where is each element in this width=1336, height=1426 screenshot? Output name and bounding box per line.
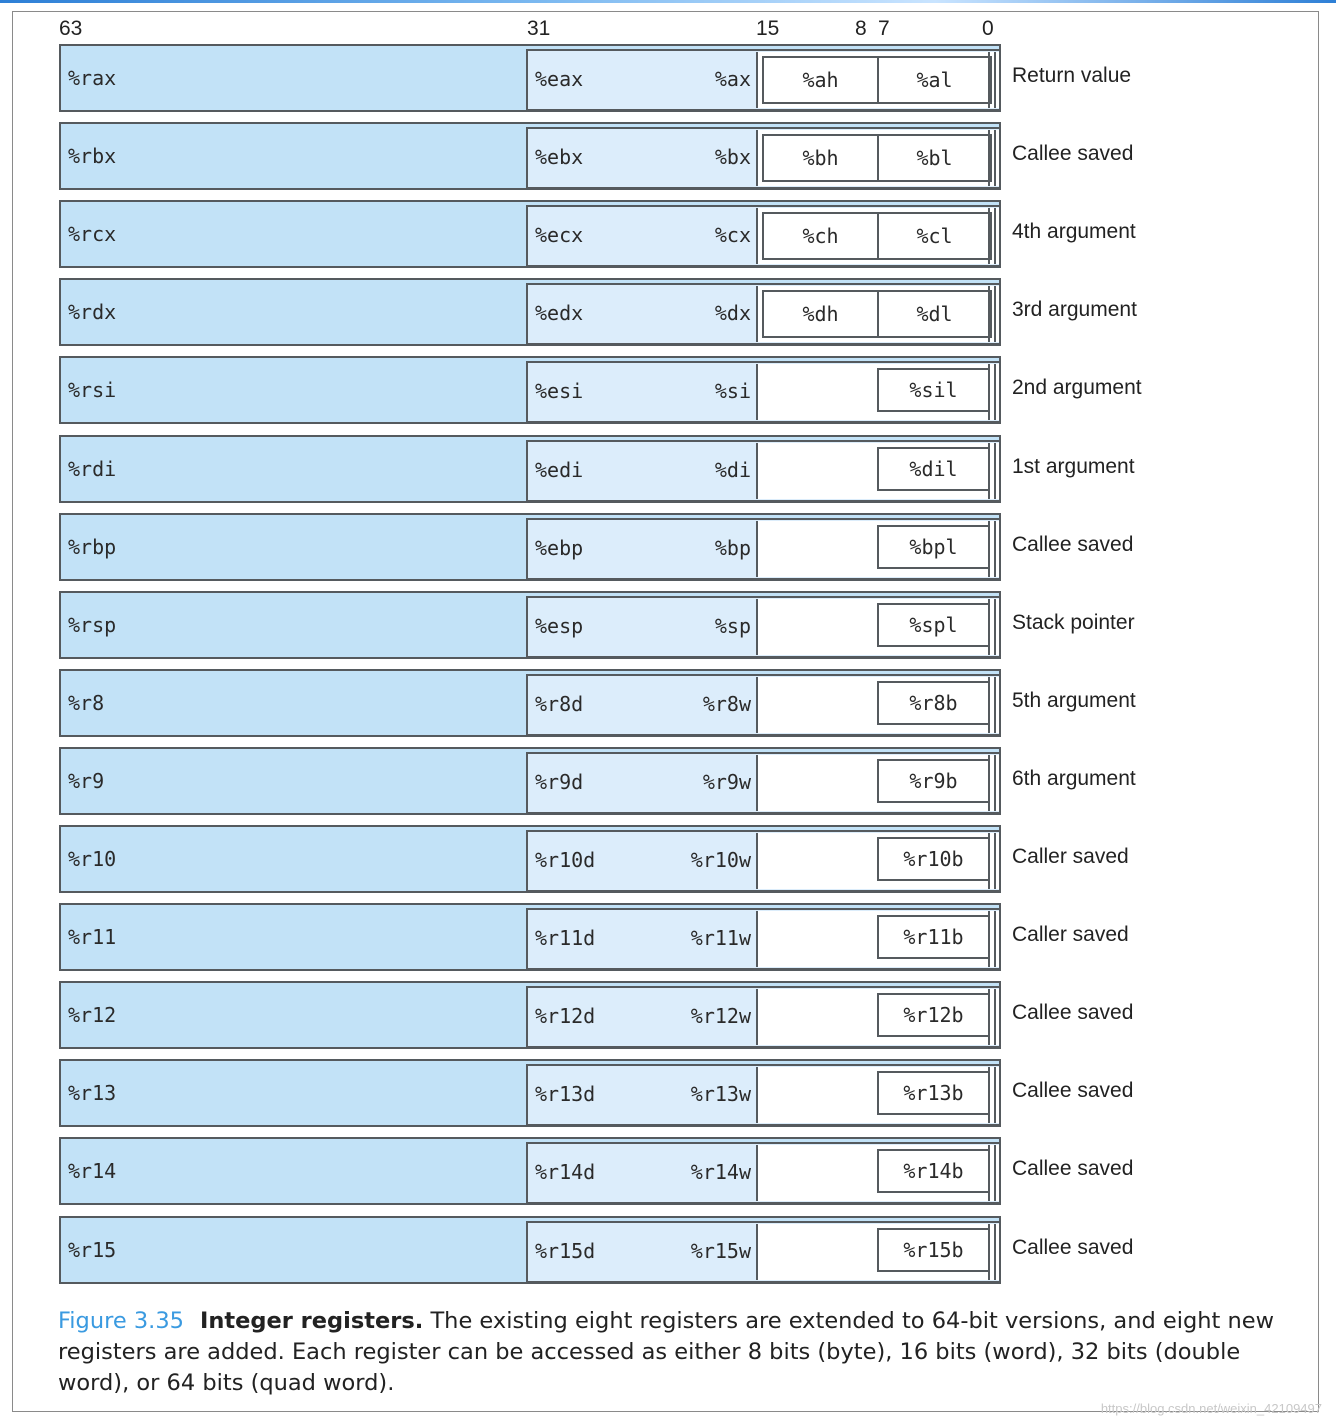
register-usage: Callee saved: [1012, 1236, 1134, 1259]
register-64bit-name: %rsi: [68, 378, 117, 402]
register-8bit-low-name: %r15b: [903, 1238, 964, 1262]
register-16bit-name: %bx: [714, 145, 751, 169]
register-border-lines: [988, 1224, 996, 1280]
register-row: [59, 825, 1001, 893]
register-32bit: [526, 908, 1001, 970]
register-row: [59, 435, 1001, 503]
register-usage: Stack pointer: [1012, 611, 1135, 634]
register-64bit-name: %r15: [68, 1238, 117, 1262]
register-64bit: [59, 1216, 1001, 1284]
register-usage: Callee saved: [1012, 533, 1134, 556]
figure-title: Integer registers.: [199, 1308, 424, 1334]
register-16bit: [756, 443, 999, 499]
register-64bit: [59, 1059, 1001, 1127]
register-border-lines: [988, 833, 996, 889]
register-32bit-name: %esi: [535, 379, 584, 403]
register-32bit-name: %r9d: [535, 770, 584, 794]
register-8bit-low-name: %dl: [916, 302, 953, 326]
register-32bit: [526, 830, 1001, 892]
register-32bit: [526, 283, 1001, 345]
register-64bit: [59, 1137, 1001, 1205]
register-32bit-name: %edi: [535, 458, 584, 482]
register-8bit-high: [764, 214, 879, 258]
watermark-url: https://blog.csdn.net/weixin_42109497: [1100, 1401, 1322, 1416]
register-row: [59, 591, 1001, 659]
register-16bit-name: %sp: [714, 614, 751, 638]
register-64bit-name: %r10: [68, 847, 117, 871]
register-row: [59, 1216, 1001, 1284]
register-usage: Callee saved: [1012, 1157, 1134, 1180]
figure-description: The existing eight registers are extended to 64-bit versions, and eight new registers are added. Each register can be accessed as either 8 bits (byte), 16 bits (word), 32 bits (double word), or 64 bits (quad word).: [58, 1308, 1275, 1396]
register-border-lines: [988, 364, 996, 420]
bit-label-63: 63: [59, 17, 83, 40]
register-usage: 1st argument: [1012, 455, 1135, 478]
register-16bit-name: %ax: [714, 67, 751, 91]
register-row: [59, 669, 1001, 737]
register-32bit-name: %ebp: [535, 536, 584, 560]
register-border-lines: [988, 1067, 996, 1123]
register-32bit: [526, 205, 1001, 267]
register-16bit: [756, 1067, 999, 1123]
register-8bit-low-name: %sil: [909, 378, 958, 402]
register-32bit-name: %ecx: [535, 223, 584, 247]
register-8bit-low-name: %cl: [916, 224, 953, 248]
register-row: [59, 122, 1001, 190]
register-8bit-low-name: %r11b: [903, 925, 964, 949]
register-8bit-high: [764, 136, 879, 180]
register-32bit: [526, 1064, 1001, 1126]
register-usage: Return value: [1012, 64, 1132, 87]
register-border-lines: [988, 989, 996, 1045]
register-8bit-low: [877, 525, 990, 569]
register-64bit-name: %r13: [68, 1081, 117, 1105]
register-16bit-name: %r11w: [690, 926, 751, 950]
register-64bit-name: %r11: [68, 925, 117, 949]
bit-label-7: 7: [878, 17, 890, 40]
register-8bit-low-name: %r8b: [909, 691, 958, 715]
register-8bit-low: [877, 915, 990, 959]
register-64bit: [59, 903, 1001, 971]
bit-label-0: 0: [982, 17, 994, 40]
register-64bit: [59, 513, 1001, 581]
register-8bit-high: [762, 368, 875, 412]
register-16bit: [756, 130, 999, 186]
register-8bit-high: [764, 292, 879, 336]
register-8bit-low-name: %r9b: [909, 769, 958, 793]
register-32bit-name: %r14d: [535, 1160, 596, 1184]
register-row: [59, 278, 1001, 346]
register-16bit-name: %bp: [714, 536, 751, 560]
register-16bit-name: %cx: [714, 223, 751, 247]
register-border-lines: [988, 130, 996, 186]
register-64bit-name: %rdx: [68, 300, 117, 324]
register-16bit-name: %r13w: [690, 1082, 751, 1106]
register-8bit-high-name: %ch: [802, 224, 839, 248]
register-8bit-low-name: %r13b: [903, 1081, 964, 1105]
register-row: [59, 513, 1001, 581]
register-16bit: [756, 911, 999, 967]
register-16bit-name: %si: [714, 379, 751, 403]
register-8bit-high: [762, 993, 875, 1037]
register-16bit-name: %r14w: [690, 1160, 751, 1184]
register-64bit: [59, 278, 1001, 346]
register-64bit-name: %r9: [68, 769, 105, 793]
register-32bit-name: %ebx: [535, 145, 584, 169]
register-8bit-low: [877, 603, 990, 647]
register-8bit-low-name: %dil: [909, 457, 958, 481]
register-64bit: [59, 435, 1001, 503]
figure-caption: [58, 1306, 1278, 1399]
register-16bit: [756, 677, 999, 733]
register-border-lines: [988, 52, 996, 108]
register-16bit-name: %di: [714, 458, 751, 482]
register-8bit-low-name: %bpl: [909, 535, 958, 559]
register-16bit: [756, 1224, 999, 1280]
register-row: [59, 356, 1001, 424]
register-64bit: [59, 747, 1001, 815]
register-16bit: [756, 989, 999, 1045]
register-8bit-low: [877, 447, 990, 491]
register-8bit-high: [762, 915, 875, 959]
register-8bit-high: [762, 1228, 875, 1272]
register-usage: 4th argument: [1012, 220, 1136, 243]
register-border-lines: [988, 286, 996, 342]
register-border-lines: [988, 911, 996, 967]
register-8bit-low-name: %r10b: [903, 847, 964, 871]
register-32bit-name: %r8d: [535, 692, 584, 716]
register-usage: Callee saved: [1012, 142, 1134, 165]
register-8bit-high-name: %bh: [802, 146, 839, 170]
register-usage: 3rd argument: [1012, 298, 1137, 321]
register-64bit-name: %rax: [68, 66, 117, 90]
register-64bit-name: %rdi: [68, 457, 117, 481]
register-64bit: [59, 200, 1001, 268]
register-border-lines: [988, 755, 996, 811]
bit-label-8: 8: [855, 17, 867, 40]
register-32bit: [526, 440, 1001, 502]
top-accent-bar: [0, 0, 1336, 3]
register-16bit: [756, 52, 999, 108]
register-8bit-low: [877, 368, 990, 412]
register-64bit-name: %rbp: [68, 535, 117, 559]
register-8bit-low-name: %r12b: [903, 1003, 964, 1027]
register-border-lines: [988, 208, 996, 264]
register-8bit-high: [762, 525, 875, 569]
register-8bit-high-name: %dh: [802, 302, 839, 326]
register-8bit-low-name: %spl: [909, 613, 958, 637]
register-row: [59, 1059, 1001, 1127]
register-8bit-low: [877, 1149, 990, 1193]
register-usage: 2nd argument: [1012, 376, 1142, 399]
register-16bit: [756, 521, 999, 577]
register-border-lines: [988, 599, 996, 655]
register-16bit-name: %r10w: [690, 848, 751, 872]
register-16bit: [756, 755, 999, 811]
register-8bit-low: [879, 214, 990, 258]
register-row: [59, 903, 1001, 971]
register-row: [59, 44, 1001, 112]
register-64bit-name: %rsp: [68, 613, 117, 637]
register-usage: Callee saved: [1012, 1079, 1134, 1102]
register-16bit-name: %r12w: [690, 1004, 751, 1028]
register-16bit-name: %r15w: [690, 1239, 751, 1263]
register-32bit: [526, 986, 1001, 1048]
register-32bit: [526, 752, 1001, 814]
register-64bit-name: %r14: [68, 1159, 117, 1183]
register-8bit-high: [762, 1149, 875, 1193]
register-64bit-name: %rcx: [68, 222, 117, 246]
register-64bit: [59, 122, 1001, 190]
register-8bit-low: [879, 136, 990, 180]
figure-number: Figure 3.35: [58, 1308, 184, 1334]
register-32bit: [526, 518, 1001, 580]
register-8bit-high: [762, 1071, 875, 1115]
register-16bit-name: %dx: [714, 301, 751, 325]
register-8bit-high: [762, 603, 875, 647]
register-8bit-low-name: %bl: [916, 146, 953, 170]
register-64bit-name: %rbx: [68, 144, 117, 168]
register-8bit-low: [879, 292, 990, 336]
register-8bit-low: [877, 759, 990, 803]
register-32bit: [526, 361, 1001, 423]
register-border-lines: [988, 521, 996, 577]
register-32bit: [526, 1221, 1001, 1283]
register-8bit-low: [877, 993, 990, 1037]
register-8bit-low: [879, 58, 990, 102]
register-64bit: [59, 981, 1001, 1049]
register-16bit: [756, 364, 999, 420]
register-32bit-name: %edx: [535, 301, 584, 325]
register-border-lines: [988, 677, 996, 733]
register-row: [59, 747, 1001, 815]
register-16bit: [756, 1145, 999, 1201]
register-usage: 6th argument: [1012, 767, 1136, 790]
register-64bit: [59, 825, 1001, 893]
register-32bit-name: %r15d: [535, 1239, 596, 1263]
register-64bit: [59, 356, 1001, 424]
register-row: [59, 200, 1001, 268]
register-8bit-high-name: %ah: [802, 68, 839, 92]
register-8bit-low-name: %al: [916, 68, 953, 92]
register-8bit-high: [762, 837, 875, 881]
register-8bit-low: [877, 681, 990, 725]
register-32bit-name: %r11d: [535, 926, 596, 950]
register-8bit-low: [877, 837, 990, 881]
register-usage: Caller saved: [1012, 923, 1129, 946]
register-64bit-name: %r8: [68, 691, 105, 715]
register-usage: Caller saved: [1012, 845, 1129, 868]
register-32bit: [526, 596, 1001, 658]
register-16bit-name: %r8w: [702, 692, 751, 716]
register-8bit-high: [762, 681, 875, 725]
bit-label-15: 15: [756, 17, 780, 40]
register-32bit: [526, 1142, 1001, 1204]
register-8bit-low-name: %r14b: [903, 1159, 964, 1183]
register-border-lines: [988, 443, 996, 499]
register-32bit-name: %eax: [535, 67, 584, 91]
register-row: [59, 981, 1001, 1049]
register-8bit-low: [877, 1071, 990, 1115]
register-32bit: [526, 127, 1001, 189]
register-32bit: [526, 49, 1001, 111]
register-16bit: [756, 599, 999, 655]
register-usage: Callee saved: [1012, 1001, 1134, 1024]
register-usage: 5th argument: [1012, 689, 1136, 712]
register-row: [59, 1137, 1001, 1205]
register-64bit: [59, 669, 1001, 737]
register-8bit-high: [762, 447, 875, 491]
register-64bit: [59, 44, 1001, 112]
register-32bit: [526, 674, 1001, 736]
register-32bit-name: %esp: [535, 614, 584, 638]
register-16bit: [756, 208, 999, 264]
register-32bit-name: %r10d: [535, 848, 596, 872]
register-16bit: [756, 833, 999, 889]
register-32bit-name: %r13d: [535, 1082, 596, 1106]
register-16bit: [756, 286, 999, 342]
register-64bit: [59, 591, 1001, 659]
register-8bit-low: [877, 1228, 990, 1272]
register-border-lines: [988, 1145, 996, 1201]
register-64bit-name: %r12: [68, 1003, 117, 1027]
register-8bit-high: [764, 58, 879, 102]
bit-label-31: 31: [527, 17, 551, 40]
register-32bit-name: %r12d: [535, 1004, 596, 1028]
register-16bit-name: %r9w: [702, 770, 751, 794]
register-8bit-high: [762, 759, 875, 803]
